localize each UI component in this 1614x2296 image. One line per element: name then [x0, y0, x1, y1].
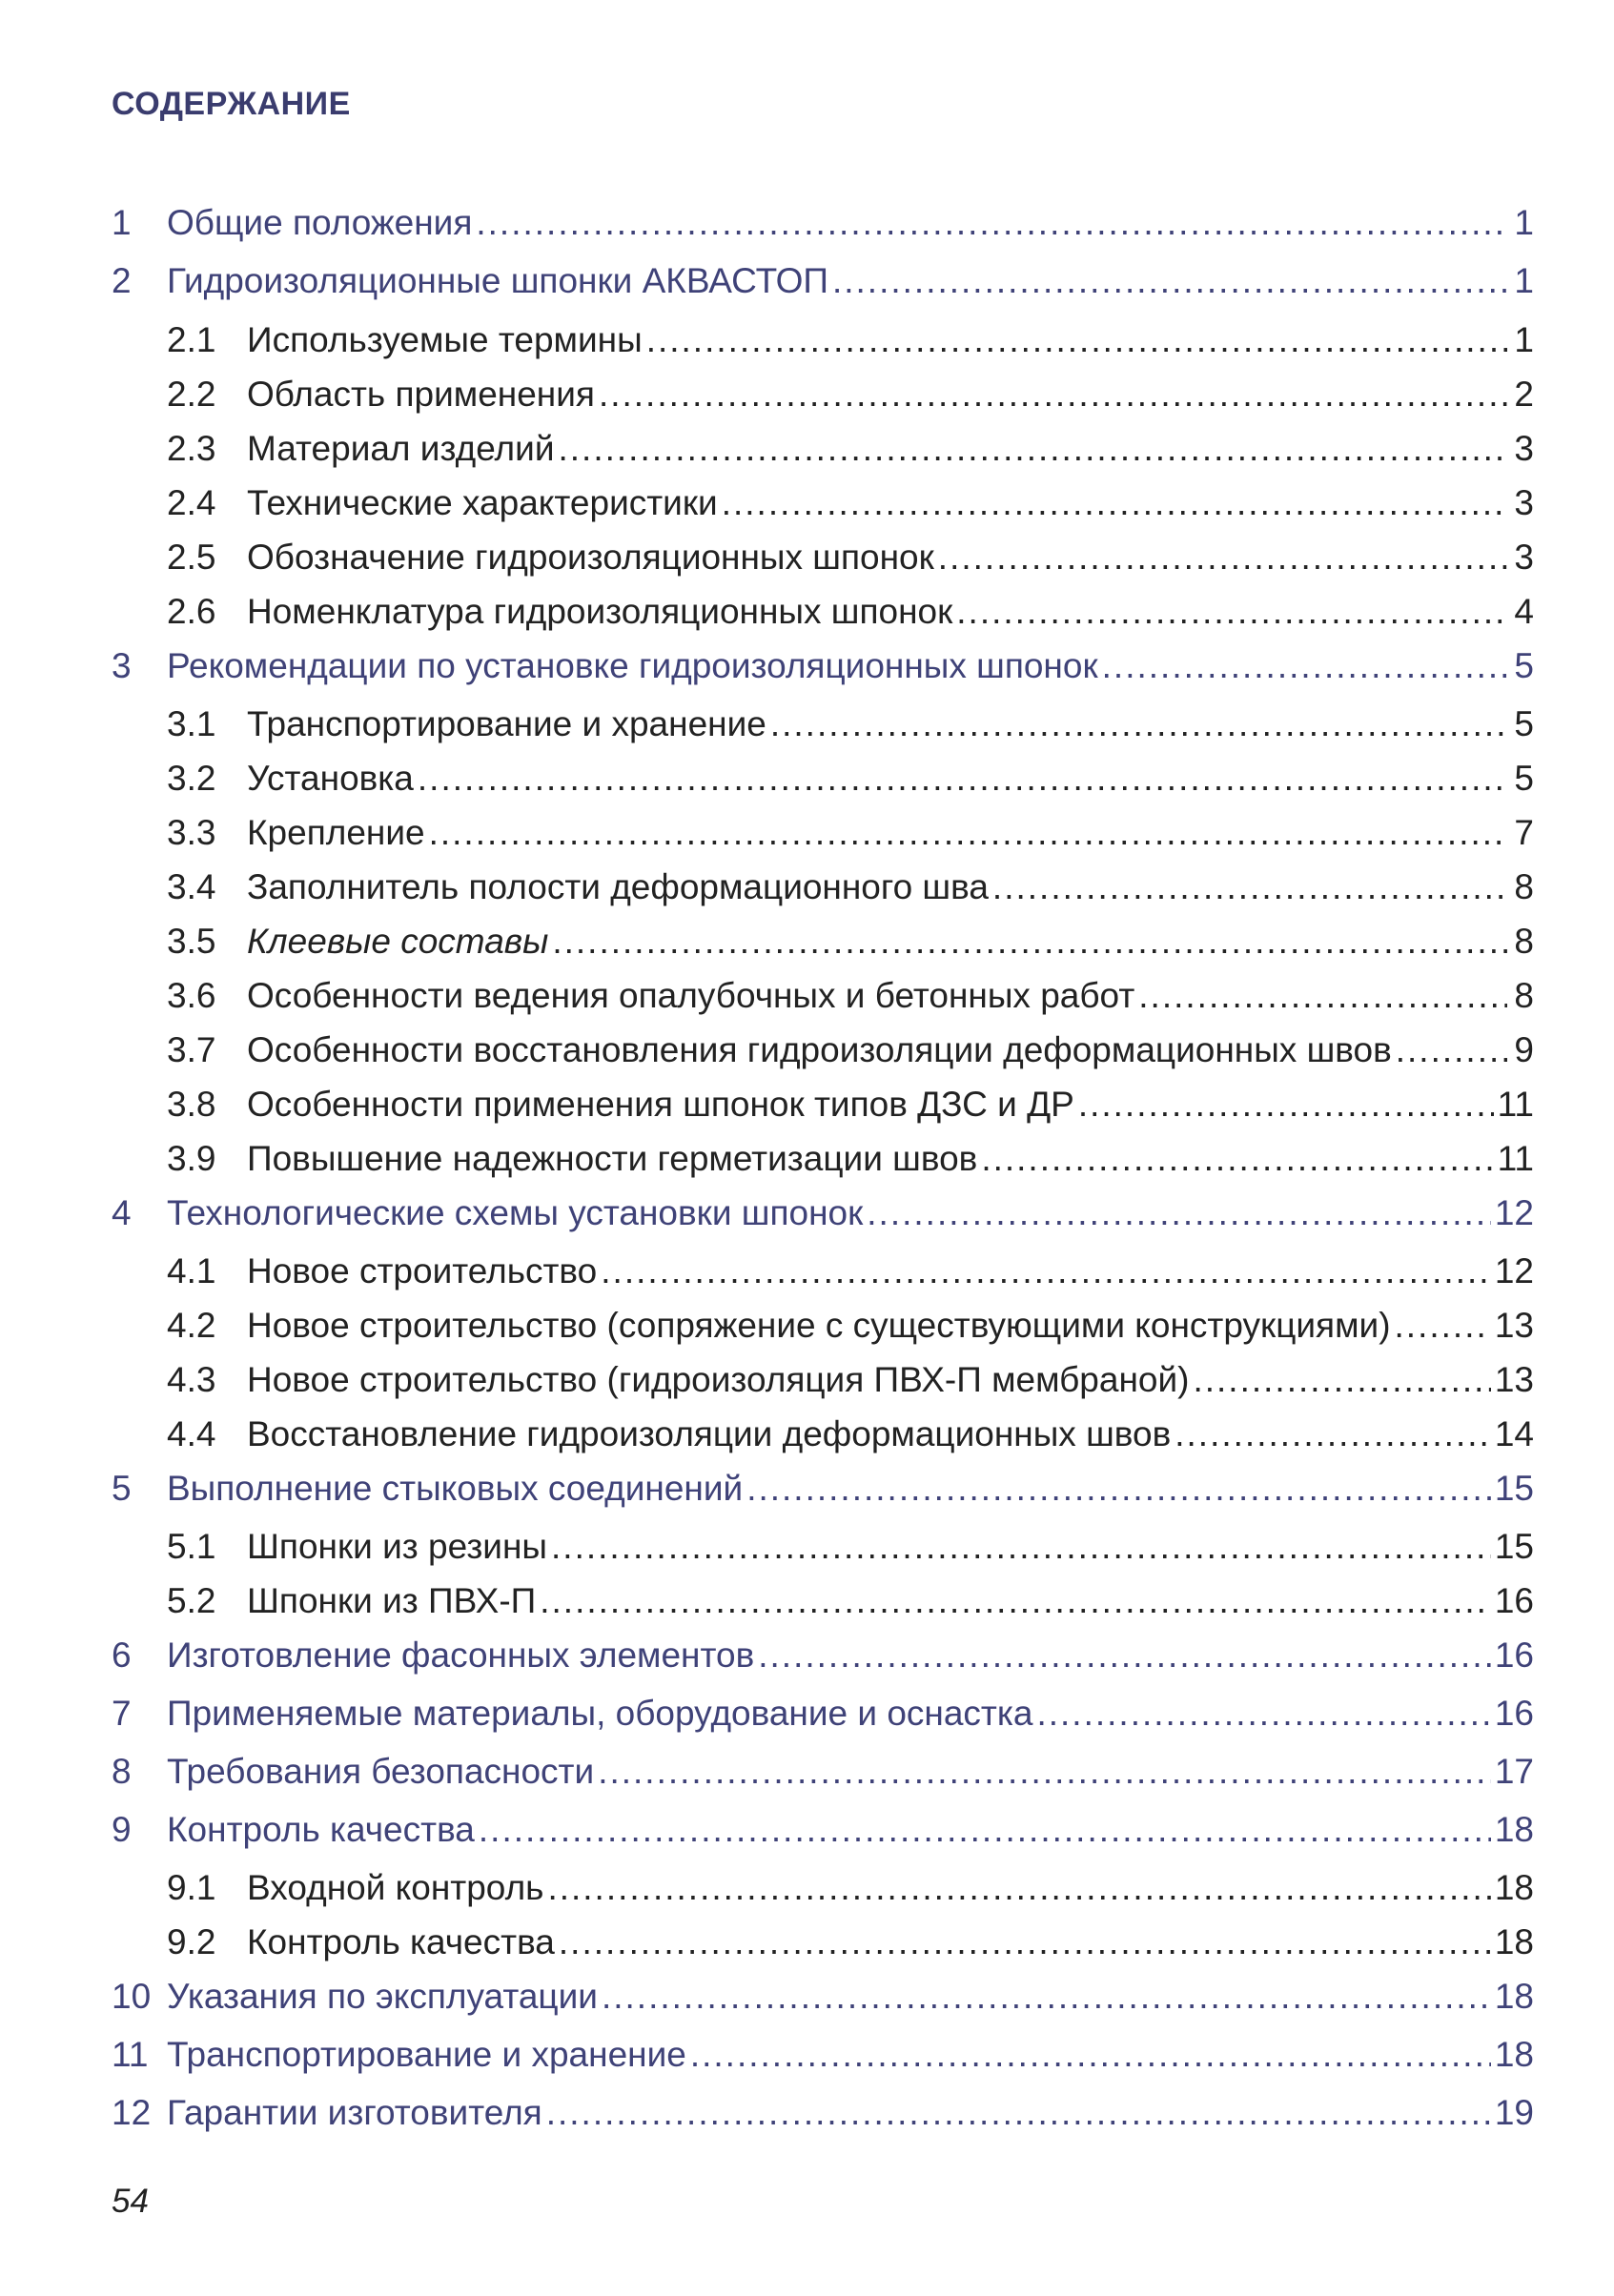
toc-entry-number: 5 — [112, 1469, 132, 1508]
dot-leader — [546, 2091, 1491, 2135]
toc-entry-title: Гарантии изготовителя — [167, 2093, 542, 2132]
dot-leader — [429, 811, 1507, 855]
toc-subentry[interactable] — [0, 1304, 1534, 1348]
toc-entry-number: 5.2 — [167, 1581, 216, 1620]
toc-entry-page: 12 — [1494, 1193, 1534, 1232]
toc-entry-title: Шпонки из ПВХ-П — [247, 1581, 537, 1620]
toc-entry-page: 16 — [1494, 1636, 1534, 1675]
dot-leader — [1102, 644, 1507, 688]
toc-entry-page: 18 — [1494, 1868, 1534, 1907]
toc-entry-page: 5 — [1514, 646, 1534, 685]
toc-entry-title: Заполнитель полости деформационного шва — [247, 867, 989, 906]
dot-leader — [867, 1191, 1491, 1235]
toc-entry-number: 3.3 — [167, 813, 216, 852]
dot-leader — [758, 1634, 1491, 1677]
contents-heading: СОДЕРЖАНИЕ — [112, 86, 351, 122]
toc-entry-number: 4 — [112, 1193, 132, 1232]
toc-entry-title: Особенности восстановления гидроизоляции деформационных швов — [247, 1030, 1392, 1069]
toc-entry-page: 1 — [1514, 261, 1534, 300]
dot-leader — [476, 201, 1507, 245]
toc-entry-title: Контроль качества — [167, 1810, 475, 1849]
toc-entry[interactable] — [0, 1634, 1534, 1677]
toc-entry-title: Применяемые материалы, оборудование и оснастка — [167, 1694, 1033, 1733]
toc-entry-number: 5.1 — [167, 1527, 216, 1566]
dot-leader — [646, 318, 1507, 362]
toc-entry-page: 18 — [1494, 2035, 1534, 2074]
dot-leader — [599, 373, 1507, 417]
toc-entry-number: 2.1 — [167, 320, 216, 359]
dot-leader — [1396, 1028, 1507, 1072]
toc-entry-number: 12 — [112, 2093, 152, 2132]
toc-entry-number: 11 — [112, 2035, 149, 2074]
dot-leader — [479, 1808, 1491, 1852]
dot-leader — [1193, 1358, 1490, 1402]
toc-entry-title: Технические характеристики — [247, 483, 718, 522]
toc-entry-title: Крепление — [247, 813, 425, 852]
dot-leader — [598, 1750, 1491, 1794]
toc-entry-page: 1 — [1514, 320, 1534, 359]
toc-entry-page: 13 — [1494, 1306, 1534, 1345]
toc-entry-page: 11 — [1497, 1139, 1534, 1178]
toc-entry[interactable] — [0, 1692, 1534, 1736]
toc-entry-page: 18 — [1494, 1810, 1534, 1849]
toc-entry-title: Транспортирование и хранение — [167, 2035, 686, 2074]
toc-entry-title: Шпонки из резины — [247, 1527, 548, 1566]
toc-entry-page: 19 — [1494, 2093, 1534, 2132]
toc-subentry[interactable] — [0, 757, 1534, 801]
dot-leader — [601, 1250, 1491, 1293]
toc-entry-number: 3 — [112, 646, 132, 685]
toc-entry-number: 2.5 — [167, 538, 216, 577]
dot-leader — [559, 1920, 1491, 1964]
toc-subentry[interactable] — [0, 1866, 1534, 1910]
toc-entry-title: Новое строительство (гидроизоляция ПВХ-П мембраной) — [247, 1360, 1190, 1399]
toc-entry-title: Транспортирование и хранение — [247, 704, 766, 743]
toc-subentry[interactable] — [0, 1412, 1534, 1456]
toc-entry-title: Клеевые составы — [247, 922, 549, 961]
toc-entry-page: 12 — [1494, 1251, 1534, 1290]
toc-entry-number: 9 — [112, 1810, 132, 1849]
toc-entry-page: 15 — [1494, 1527, 1534, 1566]
toc-entry-page: 3 — [1514, 429, 1534, 468]
toc-entry-number: 3.8 — [167, 1085, 216, 1124]
toc-entry-number: 2.2 — [167, 375, 216, 414]
toc-entry-title: Входной контроль — [247, 1868, 544, 1907]
dot-leader — [981, 1137, 1493, 1181]
toc-entry-title: Новое строительство — [247, 1251, 598, 1290]
toc-entry[interactable] — [0, 644, 1534, 688]
toc-entry-title: Изготовление фасонных элементов — [167, 1636, 755, 1675]
toc-entry[interactable] — [0, 1191, 1534, 1235]
dot-leader — [1036, 1692, 1490, 1736]
toc-entry-page: 1 — [1514, 203, 1534, 242]
toc-entry-title: Установка — [247, 759, 414, 798]
toc-entry-number: 6 — [112, 1636, 132, 1675]
toc-entry-page: 3 — [1514, 538, 1534, 577]
toc-entry-page: 16 — [1494, 1581, 1534, 1620]
toc-entry-page: 4 — [1514, 592, 1534, 631]
toc-entry-page: 3 — [1514, 483, 1534, 522]
toc-subentry[interactable] — [0, 702, 1534, 746]
toc-entry-number: 8 — [112, 1752, 132, 1791]
toc-subentry[interactable] — [0, 1028, 1534, 1072]
toc-entry-number: 2.3 — [167, 429, 216, 468]
dot-leader — [832, 259, 1507, 303]
dot-leader — [418, 757, 1507, 801]
toc-entry-title: Особенности применения шпонок типов ДЗС и ДР — [247, 1085, 1074, 1124]
dot-leader — [1138, 974, 1507, 1018]
toc-entry-number: 3.9 — [167, 1139, 216, 1178]
toc-entry-number: 10 — [112, 1977, 152, 2016]
toc-entry[interactable] — [0, 1467, 1534, 1511]
toc-entry-number: 3.7 — [167, 1030, 216, 1069]
toc-entry-number: 2 — [112, 261, 132, 300]
toc-subentry[interactable] — [0, 427, 1534, 471]
toc-entry-page: 8 — [1514, 922, 1534, 961]
toc-entry[interactable] — [0, 259, 1534, 303]
toc-entry-page: 13 — [1494, 1360, 1534, 1399]
dot-leader — [770, 702, 1507, 746]
toc-entry-number: 4.2 — [167, 1306, 216, 1345]
dot-leader — [746, 1467, 1491, 1511]
toc-entry-title: Рекомендации по установке гидроизоляционных шпонок — [167, 646, 1098, 685]
dot-leader — [956, 590, 1507, 634]
toc-entry-number: 7 — [112, 1694, 132, 1733]
toc-entry-page: 8 — [1514, 976, 1534, 1015]
toc-entry-number: 1 — [112, 203, 132, 242]
toc-entry-number: 4.3 — [167, 1360, 216, 1399]
toc-entry[interactable] — [0, 201, 1534, 245]
toc-entry-page: 15 — [1494, 1469, 1534, 1508]
toc-subentry[interactable] — [0, 974, 1534, 1018]
toc-subentry[interactable] — [0, 1250, 1534, 1293]
toc-entry-title: Требования безопасности — [167, 1752, 595, 1791]
toc-subentry[interactable] — [0, 373, 1534, 417]
toc-subentry[interactable] — [0, 318, 1534, 362]
toc-entry-number: 2.4 — [167, 483, 216, 522]
dot-leader — [559, 427, 1508, 471]
toc-entry-title: Используемые термины — [247, 320, 643, 359]
toc-entry-number: 3.2 — [167, 759, 216, 798]
toc-entry-number: 9.1 — [167, 1868, 216, 1907]
toc-subentry[interactable] — [0, 590, 1534, 634]
toc-entry-title: Обозначение гидроизоляционных шпонок — [247, 538, 934, 577]
toc-subentry[interactable] — [0, 865, 1534, 909]
toc-entry[interactable] — [0, 2033, 1534, 2077]
dot-leader — [1395, 1304, 1491, 1348]
toc-entry-title: Восстановление гидроизоляции деформационных швов — [247, 1414, 1172, 1453]
toc-entry-title: Материал изделий — [247, 429, 555, 468]
toc-entry-title: Контроль качества — [247, 1922, 555, 1961]
toc-entry-title: Указания по эксплуатации — [167, 1977, 598, 2016]
toc-entry-title: Выполнение стыковых соединений — [167, 1469, 744, 1508]
toc-subentry[interactable] — [0, 1920, 1534, 1964]
dot-leader — [547, 1866, 1490, 1910]
dot-leader — [540, 1579, 1491, 1623]
toc-entry-number: 3.6 — [167, 976, 216, 1015]
toc-entry-title: Гидроизоляционные шпонки АКВАСТОП — [167, 261, 828, 300]
toc-subentry[interactable] — [0, 1137, 1534, 1181]
toc-entry-page: 5 — [1514, 704, 1534, 743]
dot-leader — [551, 1525, 1491, 1569]
dot-leader — [722, 481, 1507, 525]
toc-entry-title: Номенклатура гидроизоляционных шпонок — [247, 592, 953, 631]
toc-entry-number: 4.4 — [167, 1414, 216, 1453]
toc-entry[interactable] — [0, 1975, 1534, 2019]
page-number: 54 — [112, 2183, 149, 2220]
toc-entry-page: 8 — [1514, 867, 1534, 906]
toc-entry-title: Повышение надежности герметизации швов — [247, 1139, 978, 1178]
dot-leader — [938, 536, 1507, 579]
toc-subentry[interactable] — [0, 1579, 1534, 1623]
toc-entry[interactable] — [0, 1750, 1534, 1794]
toc-entry-title: Общие положения — [167, 203, 473, 242]
toc-subentry[interactable] — [0, 920, 1534, 964]
toc-entry-page: 17 — [1494, 1752, 1534, 1791]
toc-entry-title: Технологические схемы установки шпонок — [167, 1193, 864, 1232]
toc-entry-page: 16 — [1494, 1694, 1534, 1733]
toc-entry-page: 14 — [1494, 1414, 1534, 1453]
toc-subentry[interactable] — [0, 1358, 1534, 1402]
toc-entry[interactable] — [0, 1808, 1534, 1852]
toc-subentry[interactable] — [0, 811, 1534, 855]
dot-leader — [1078, 1083, 1494, 1127]
toc-entry-title: Новое строительство (сопряжение с существующими конструкциями) — [247, 1306, 1391, 1345]
dot-leader — [1175, 1412, 1491, 1456]
toc-subentry[interactable] — [0, 1525, 1534, 1569]
toc-subentry[interactable] — [0, 536, 1534, 579]
toc-entry-number: 3.5 — [167, 922, 216, 961]
toc-entry-page: 11 — [1497, 1085, 1534, 1124]
toc-entry-title: Область применения — [247, 375, 595, 414]
toc-entry-page: 9 — [1514, 1030, 1534, 1069]
toc-entry-number: 3.4 — [167, 867, 216, 906]
toc-entry-number: 3.1 — [167, 704, 216, 743]
toc-entry-title: Особенности ведения опалубочных и бетонных работ — [247, 976, 1135, 1015]
toc-entry-number: 4.1 — [167, 1251, 216, 1290]
toc-entry[interactable] — [0, 2091, 1534, 2135]
toc-entry-page: 18 — [1494, 1922, 1534, 1961]
dot-leader — [552, 920, 1507, 964]
toc-subentry[interactable] — [0, 1083, 1534, 1127]
dot-leader — [690, 2033, 1491, 2077]
toc-entry-page: 2 — [1514, 375, 1534, 414]
toc-entry-page: 18 — [1494, 1977, 1534, 2016]
dot-leader — [602, 1975, 1491, 2019]
toc-entry-page: 7 — [1514, 813, 1534, 852]
toc-entry-number: 9.2 — [167, 1922, 216, 1961]
toc-entry-number: 2.6 — [167, 592, 216, 631]
toc-entry-page: 5 — [1514, 759, 1534, 798]
dot-leader — [992, 865, 1507, 909]
toc-subentry[interactable] — [0, 481, 1534, 525]
